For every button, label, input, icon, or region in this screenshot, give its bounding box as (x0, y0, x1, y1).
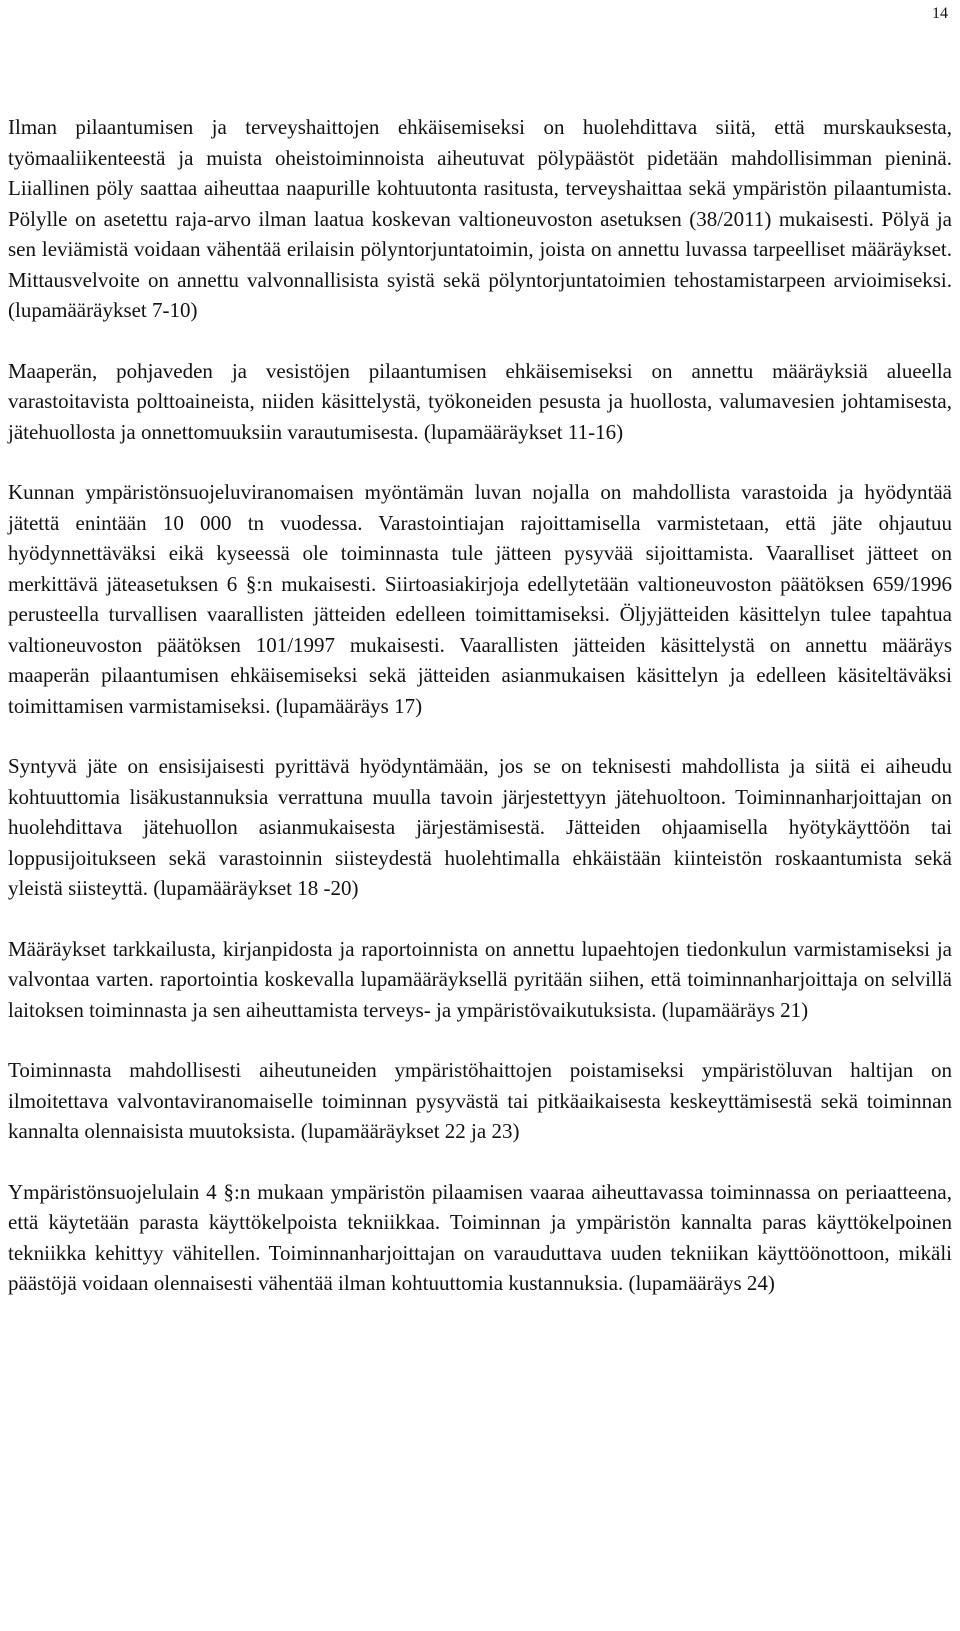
page-number: 14 (932, 5, 948, 22)
paragraph-best-available-technique: Ympäristönsuojelulain 4 §:n mukaan ympäristön pilaamisen vaaraa aiheuttavassa toiminnassa on periaatteena, että käytetään parasta käyttökelpoista tekniikkaa. Toiminnan ja ympäristön kannalta paras käyttökelpoinen tekniikka kehittyy vähitellen. Toiminnanharjoittajan on varauduttava uuden tekniikan käyttöönottoon, mikäli päästöjä voidaan olennaisesti vähentää ilman kohtuuttomia kustannuksia. (lupamääräys 24) (8, 1179, 952, 1295)
paragraph-waste-utilization: Syntyvä jäte on ensisijaisesti pyrittävä hyödyntämään, jos se on teknisesti mahdollista ja siitä ei aiheudu kohtuuttomia lisäkustannuksia verrattuna muulla tavoin järjestettyyn jätehuoltoon. Toiminnanharjoittajan on huolehdittava jätehuollon asianmukaisesta järjestämisestä. Jätteiden ohjaamisella hyötykäyttöön tai loppusijoitukseen sekä varastoinnin siisteydestä huolehtimalla ehkäistään kiinteistön roskaantumista sekä yleistä siisteyttä. (lupamääräykset 18 -20) (8, 754, 952, 900)
paragraph-air-pollution: Ilman pilaantumisen ja terveyshaittojen ehkäisemiseksi on huolehdittava siitä, että murskauksesta, työmaaliikenteestä ja muista oheistoiminnoista aiheutuvat pölypäästöt pidetään mahdollisimman pieninä. Liiallinen pöly saattaa aiheuttaa naapurille kohtuutonta rasitusta, terveyshaittaa sekä ympäristön pilaantumista. Pölylle on asetettu raja-arvo ilman laatua koskevan valtioneuvoston asetuksen (38/2011) mukaisesti. Pölyä ja sen leviämistä voidaan vähentää erilaisin pölyntorjuntatoimin, joista on annettu luvassa tarpeelliset määräykset. Mittausvelvoite on annettu valvonnallisista syistä sekä pölyntorjuntatoimien tehostamistarpeen arvioimiseksi. (lupamääräykset 7-10) (8, 115, 952, 322)
paragraph-notification-duties: Toiminnasta mahdollisesti aiheutuneiden ympäristöhaittojen poistamiseksi ympäristöluvan haltijan on ilmoitettava valvontaviranomaiselle toiminnan pysyvästä tai pitkäaikaisesta keskeyttämisestä sekä toiminnan kannalta olennaisista muutoksista. (lupamääräykset 22 ja 23) (8, 1058, 952, 1143)
paragraph-waste-storage: Kunnan ympäristönsuojeluviranomaisen myöntämän luvan nojalla on mahdollista varastoida ja hyödyntää jätettä enintään 10 000 tn vuodessa. Varastointiajan rajoittamisella varmistetaan, että jäte ohjautuu hyödynnettäväksi eikä kyseessä ole toiminnasta tule jätteen pysyvää sijoittamista. Vaaralliset jätteet on merkittävä jäteasetuksen 6 §:n mukaisesti. Siirtoasiakirjoja edellytetään valtioneuvoston päätöksen 659/1996 perusteella turvallisen vaarallisten jätteiden edelleen toimittamiseksi. Öljyjätteiden käsittelyn tulee tapahtua valtioneuvoston päätöksen 101/1997 mukaisesti. Vaarallisten jätteiden käsittelystä on annettu määräys maaperän pilaantumisen ehkäisemiseksi sekä jätteiden asianmukaisen käsittelyn ja edelleen käsiteltäväksi toimittamisen varmistamiseksi. (lupamääräys 17) (8, 480, 952, 718)
document-body (8, 112, 952, 1329)
paragraph-monitoring-reporting: Määräykset tarkkailusta, kirjanpidosta ja raportoinnista on annettu lupaehtojen tiedonkulun varmistamiseksi ja valvontaa varten. raportointia koskevalla lupamääräyksellä pyritään siihen, että toiminnanharjoittaja on selvillä laitoksen toiminnasta ja sen aiheuttamista terveys- ja ympäristövaikutuksista. (lupamääräys 21) (8, 936, 952, 1022)
paragraph-soil-groundwater: Maaperän, pohjaveden ja vesistöjen pilaantumisen ehkäisemiseksi on annettu määräyksiä alueella varastoitavista polttoaineista, niiden käsittelystä, työkoneiden pesusta ja huollosta, valumavesien johtamisesta, jätehuollosta ja onnettomuuksiin varautumisesta. (lupamääräykset 11-16) (8, 358, 952, 444)
